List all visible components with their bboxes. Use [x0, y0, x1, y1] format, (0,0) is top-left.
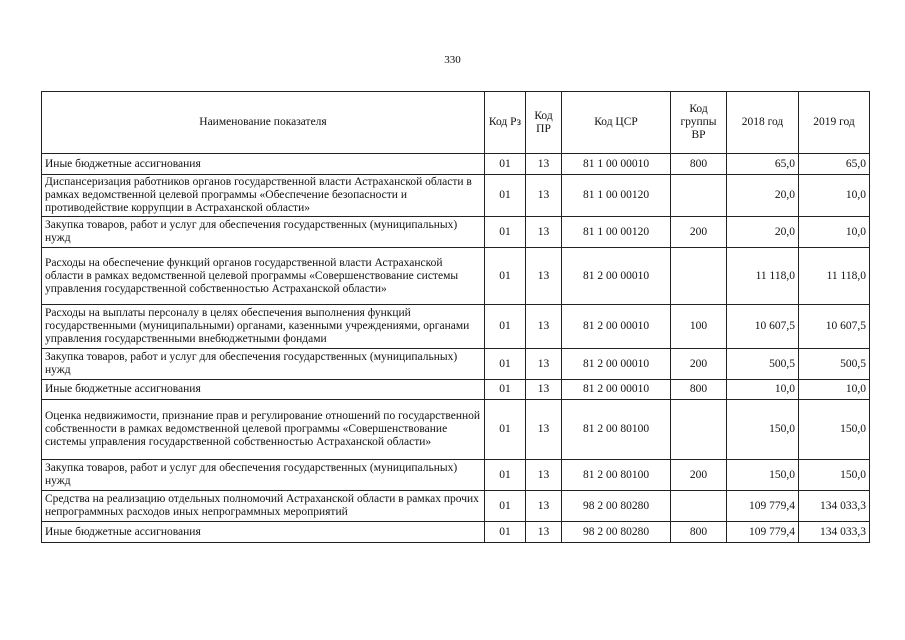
cell-indicator-name: Расходы на выплаты персоналу в целях обеспечения выполнения функций государственными (муниципальными) органами, казенными учреждениями, органами управления государственными внебюджетными фондами [42, 305, 485, 349]
cell-indicator-name: Закупка товаров, работ и услуг для обеспечения государственных (муниципальных) нужд [42, 349, 485, 380]
cell-indicator-name: Диспансеризация работников органов государственной власти Астраханской области в рамках ведомственной целевой программы «Обеспечение безопасности и противодействие коррупции в Астраханской области» [42, 175, 485, 217]
cell-code-rz: 01 [485, 248, 526, 305]
cell-code-pr: 13 [526, 460, 562, 491]
cell-code-rz: 01 [485, 217, 526, 248]
page-number: 330 [444, 54, 461, 66]
cell-code-rz: 01 [485, 400, 526, 460]
cell-indicator-name: Иные бюджетные ассигнования [42, 522, 485, 543]
table-row [42, 491, 870, 522]
cell-indicator-name: Закупка товаров, работ и услуг для обеспечения государственных (муниципальных) нужд [42, 217, 485, 248]
cell-value-2018: 109 779,4 [727, 491, 799, 522]
cell-code-csr: 81 2 00 00010 [562, 305, 671, 349]
table-row [42, 175, 870, 217]
cell-code-vr: 200 [671, 349, 727, 380]
table-row [42, 522, 870, 543]
header-row [42, 92, 870, 154]
cell-value-2018: 109 779,4 [727, 522, 799, 543]
cell-value-2019: 150,0 [799, 460, 870, 491]
cell-code-csr: 81 1 00 00120 [562, 217, 671, 248]
cell-code-pr: 13 [526, 217, 562, 248]
cell-value-2019: 134 033,3 [799, 522, 870, 543]
header-indicator-name: Наименование показателя [42, 92, 485, 154]
cell-code-vr [671, 175, 727, 217]
cell-value-2018: 20,0 [727, 175, 799, 217]
cell-code-pr: 13 [526, 248, 562, 305]
cell-code-pr: 13 [526, 305, 562, 349]
cell-code-vr: 800 [671, 154, 727, 175]
cell-code-pr: 13 [526, 380, 562, 400]
cell-code-pr: 13 [526, 400, 562, 460]
cell-code-pr: 13 [526, 349, 562, 380]
table-row [42, 217, 870, 248]
header-code-vr: Код группы ВР [671, 92, 727, 154]
cell-code-vr: 800 [671, 522, 727, 543]
cell-code-rz: 01 [485, 460, 526, 491]
cell-indicator-name: Иные бюджетные ассигнования [42, 380, 485, 400]
cell-code-csr: 81 2 00 80100 [562, 460, 671, 491]
budget-table [41, 91, 870, 543]
cell-code-vr: 200 [671, 217, 727, 248]
header-code-pr: Код ПР [526, 92, 562, 154]
header-year-2019: 2019 год [799, 92, 870, 154]
table-row [42, 154, 870, 175]
table-row [42, 460, 870, 491]
cell-indicator-name: Расходы на обеспечение функций органов государственной власти Астраханской области в рамках ведомственной целевой программы «Совершенствование системы управления государственной собственностью Астраханской области» [42, 248, 485, 305]
cell-code-vr: 200 [671, 460, 727, 491]
cell-value-2019: 134 033,3 [799, 491, 870, 522]
cell-value-2018: 11 118,0 [727, 248, 799, 305]
cell-code-pr: 13 [526, 522, 562, 543]
cell-code-rz: 01 [485, 154, 526, 175]
cell-code-vr [671, 400, 727, 460]
table-row [42, 380, 870, 400]
cell-code-vr [671, 248, 727, 305]
cell-value-2018: 20,0 [727, 217, 799, 248]
cell-code-csr: 81 1 00 00120 [562, 175, 671, 217]
cell-indicator-name: Закупка товаров, работ и услуг для обеспечения государственных (муниципальных) нужд [42, 460, 485, 491]
cell-code-csr: 81 2 00 00010 [562, 248, 671, 305]
header-code-rz: Код Рз [485, 92, 526, 154]
cell-value-2019: 65,0 [799, 154, 870, 175]
cell-value-2018: 10 607,5 [727, 305, 799, 349]
cell-code-rz: 01 [485, 305, 526, 349]
cell-value-2018: 150,0 [727, 460, 799, 491]
cell-code-vr: 100 [671, 305, 727, 349]
cell-value-2019: 11 118,0 [799, 248, 870, 305]
cell-indicator-name: Средства на реализацию отдельных полномочий Астраханской области в рамках прочих непрограммных расходов иных непрограммных мероприятий [42, 491, 485, 522]
cell-code-vr [671, 491, 727, 522]
cell-code-csr: 98 2 00 80280 [562, 522, 671, 543]
cell-code-csr: 98 2 00 80280 [562, 491, 671, 522]
table-row [42, 305, 870, 349]
cell-code-rz: 01 [485, 522, 526, 543]
cell-code-rz: 01 [485, 175, 526, 217]
cell-indicator-name: Иные бюджетные ассигнования [42, 154, 485, 175]
table-row [42, 349, 870, 380]
cell-value-2019: 10 607,5 [799, 305, 870, 349]
header-code-csr: Код ЦСР [562, 92, 671, 154]
cell-value-2019: 10,0 [799, 175, 870, 217]
cell-value-2019: 10,0 [799, 380, 870, 400]
cell-code-vr: 800 [671, 380, 727, 400]
cell-code-pr: 13 [526, 175, 562, 217]
header-year-2018: 2018 год [727, 92, 799, 154]
cell-code-rz: 01 [485, 349, 526, 380]
cell-code-csr: 81 2 00 80100 [562, 400, 671, 460]
table-row [42, 400, 870, 460]
cell-code-csr: 81 2 00 00010 [562, 380, 671, 400]
table-row [42, 248, 870, 305]
cell-value-2019: 10,0 [799, 217, 870, 248]
cell-value-2018: 65,0 [727, 154, 799, 175]
cell-indicator-name: Оценка недвижимости, признание прав и регулирование отношений по государственной собственности в рамках ведомственной целевой программы «Совершенствование системы управления государственной собственностью Астраханской области» [42, 400, 485, 460]
cell-code-pr: 13 [526, 154, 562, 175]
cell-value-2018: 10,0 [727, 380, 799, 400]
cell-code-pr: 13 [526, 491, 562, 522]
cell-code-csr: 81 2 00 00010 [562, 349, 671, 380]
cell-value-2019: 150,0 [799, 400, 870, 460]
cell-value-2019: 500,5 [799, 349, 870, 380]
cell-code-rz: 01 [485, 380, 526, 400]
cell-value-2018: 150,0 [727, 400, 799, 460]
cell-value-2018: 500,5 [727, 349, 799, 380]
cell-code-csr: 81 1 00 00010 [562, 154, 671, 175]
cell-code-rz: 01 [485, 491, 526, 522]
